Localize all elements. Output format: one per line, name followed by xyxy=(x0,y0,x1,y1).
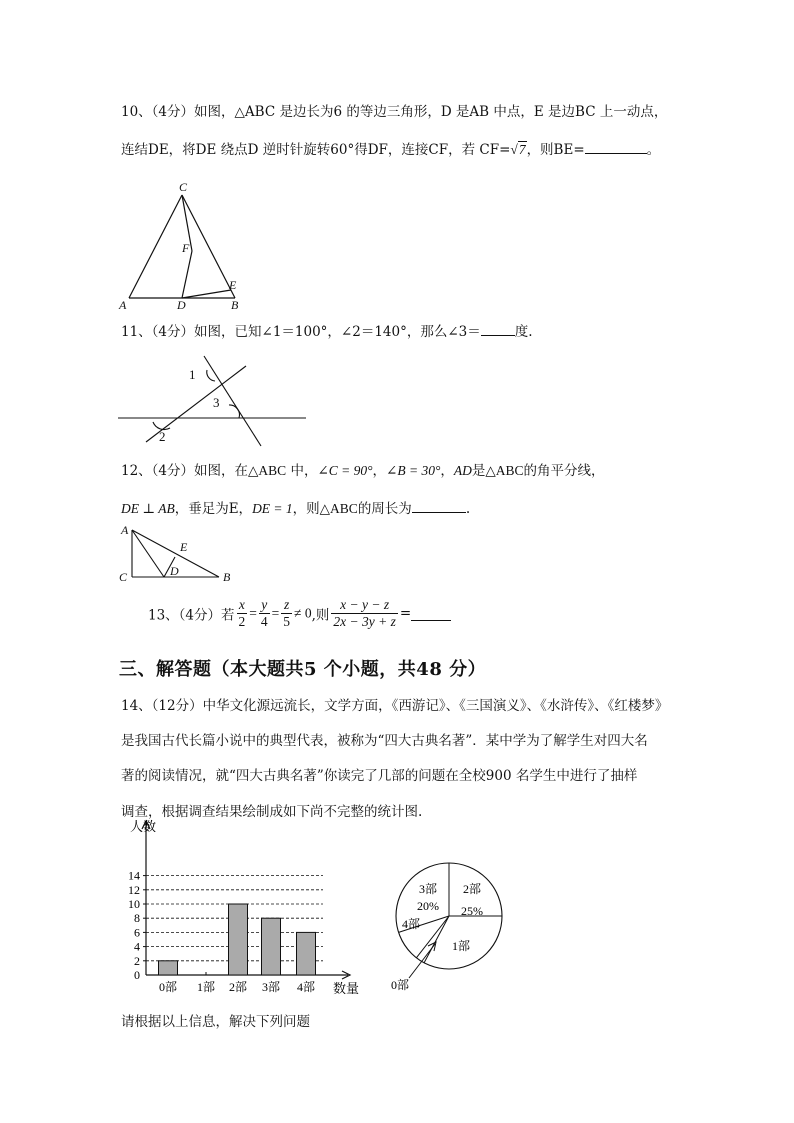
q12-mid4: ，则 xyxy=(292,501,320,517)
q12-line2 xyxy=(121,498,470,518)
pie-slice-value-0: 25% xyxy=(461,904,483,918)
q13-neq: ≠ 0 xyxy=(294,605,312,621)
pie-slice-label-2: 0部 xyxy=(390,978,410,992)
q12-label-c: C xyxy=(119,570,128,584)
q10-label-c: C xyxy=(179,180,188,194)
q12-mid: 中， xyxy=(286,463,318,479)
q13-pre: 13、（4分）若 xyxy=(148,607,235,624)
q10-label-f: F xyxy=(182,241,190,255)
q12-tri2: △ABC xyxy=(485,463,524,478)
q13-answer-blank[interactable] xyxy=(411,606,451,621)
q10-side-ac xyxy=(129,195,182,298)
pie-slice-label-4: 3部 xyxy=(418,882,438,896)
bar-y-tick: 6 xyxy=(134,925,140,940)
pie-slice-label-3: 4部 xyxy=(401,917,421,931)
q12-cond-b: ∠B = 30° xyxy=(386,463,441,478)
q12-label-b: B xyxy=(223,570,231,584)
q10-seg-de xyxy=(182,290,231,298)
q11-answer-blank[interactable] xyxy=(481,321,515,336)
pie-slice-label-0: 2部 xyxy=(462,882,482,896)
q12-answer-blank[interactable] xyxy=(412,498,466,513)
q12-cond-de: DE = 1 xyxy=(252,501,293,516)
q12-post2: 的周长为 xyxy=(357,501,412,517)
q10-label-e: E xyxy=(229,278,237,292)
q14-pie-chart xyxy=(385,862,515,992)
q14-bar-chart xyxy=(118,815,368,1000)
q12-tri1: △ABC xyxy=(248,463,287,478)
q10-period: 。 xyxy=(646,142,661,158)
q10-line1: 10、（4分）如图，△ABC 是边长为6 的等边三角形，D 是AB 中点，E 是边BC 上一动点， xyxy=(121,104,668,120)
bar-y-tick: 10 xyxy=(128,897,140,911)
q10-seg-df xyxy=(182,251,192,298)
bar-x-tick: 3部 xyxy=(261,980,281,994)
q10-side-cb xyxy=(182,195,235,298)
pie-slice-value-4: 20% xyxy=(417,899,439,913)
q12-label-d: D xyxy=(170,564,179,578)
bar-y-tick: 8 xyxy=(134,911,140,926)
q10-label-b: B xyxy=(231,298,239,312)
q12-label-a: A xyxy=(121,523,129,537)
bar-x-label: 数量 xyxy=(332,981,360,996)
q13-frac-x: $\frac{x}{2}$ xyxy=(238,597,246,629)
q11-label-2: 2 xyxy=(159,429,166,444)
q11-line xyxy=(121,321,533,341)
bar-0 xyxy=(159,961,178,975)
q11-arc-3 xyxy=(229,405,239,418)
q12-seg-ad xyxy=(132,530,164,577)
q10-label-d: D xyxy=(177,298,186,312)
bar-x-tick: 1部 xyxy=(196,980,216,994)
q14-after: 请根据以上信息，解决下列问题 xyxy=(121,1014,310,1030)
q13-frac-expr: $\frac{x - y - z}{2x - 3y + z}$ xyxy=(333,597,396,629)
q14-line2: 是我国古代长篇小说中的典型代表，被称为“四大古典名著”．某中学为了解学生对四大名 xyxy=(121,733,648,749)
bar-x-tick: 0部 xyxy=(158,980,178,994)
q13-then: ,则 xyxy=(311,607,330,624)
q11-text: 11、（4分）如图，已知∠1＝100°，∠2＝140°，那么∠3＝ xyxy=(121,324,481,340)
q12-line1: 12、（4分）如图，在△ABC 中，∠C = 90°，∠B = 30°，AD是△ABC的角平分线， xyxy=(121,463,605,479)
q12-cond-c: ∠C = 90° xyxy=(317,463,373,478)
q13-frac-y: $\frac{y}{4}$ xyxy=(260,597,268,629)
q11-label-3: 3 xyxy=(213,395,220,410)
q11-post: 度. xyxy=(514,324,533,340)
section-title: 三、解答题（本大题共5 个小题，共48 分） xyxy=(119,659,487,680)
q10-line2-post: ，则BE= xyxy=(526,142,585,158)
q12-mid3: ，垂足为E， xyxy=(174,501,253,517)
q12-tri3: △ABC xyxy=(319,501,358,516)
q14-line1: 14、（12分）中华文化源远流长，文学方面，《西游记》、《三国演义》、《水浒传》、《红楼梦》 xyxy=(121,698,669,714)
q14-line3: 著的阅读情况，就“四大古典名著”你读完了几部的问题在全校900 名学生中进行了抽样 xyxy=(121,768,638,784)
bar-y-tick: 12 xyxy=(128,882,140,897)
bar-y-label: 人数 xyxy=(130,819,157,834)
bar-4 xyxy=(297,932,316,975)
bar-y-tick: 0 xyxy=(134,968,140,982)
q12-post: 的角平分线， xyxy=(523,463,605,479)
bar-3 xyxy=(262,918,281,975)
q10-answer-blank[interactable] xyxy=(585,139,647,154)
q12-pre: 12、（4分）如图，在 xyxy=(121,463,249,479)
bar-y-tick: 2 xyxy=(134,953,140,968)
bar-y-tick: 14 xyxy=(128,868,140,883)
bar-x-tick: 2部 xyxy=(228,980,248,994)
pie-arrow-line xyxy=(409,944,435,978)
bar-y-tick: 4 xyxy=(134,939,140,954)
q11-label-1: 1 xyxy=(189,367,196,382)
q14-line4: 调查，根据调查结果绘制成如下尚不完整的统计图. xyxy=(121,804,423,820)
q12-period: . xyxy=(465,501,471,517)
q10-sqrt: √7 xyxy=(510,142,526,157)
q10-label-a: A xyxy=(119,298,127,312)
pie-divider-3 xyxy=(416,916,449,958)
bar-2 xyxy=(229,904,248,975)
q10-line2-pre: 连结DE，将DE 绕点D 逆时针旋转60°得DF，连接CF，若 CF= xyxy=(121,142,511,158)
q11-figure xyxy=(118,350,318,450)
bar-x-tick: 4部 xyxy=(296,980,316,994)
q13-eq: = xyxy=(399,605,412,622)
q13-line: 13、（4分）若 $\frac{x}{2}$ = $\frac{y}{4}$ = $\frac{z}{5}$ ≠ 0,则 $\frac{x - y - z}{2x - 3y + z}$ = xyxy=(148,597,451,630)
pie-slice-label-1: 1部 xyxy=(451,939,471,953)
q10-line2 xyxy=(121,139,660,159)
q12-label-e: E xyxy=(180,540,188,554)
q12-cond-perp: DE ⊥ AB xyxy=(121,501,175,516)
q12-mid2: 是 xyxy=(471,463,486,479)
q12-ad: AD xyxy=(453,463,472,478)
q13-frac-z: $\frac{z}{5}$ xyxy=(283,597,291,629)
q10-figure xyxy=(115,180,255,312)
q12-figure xyxy=(115,522,240,586)
